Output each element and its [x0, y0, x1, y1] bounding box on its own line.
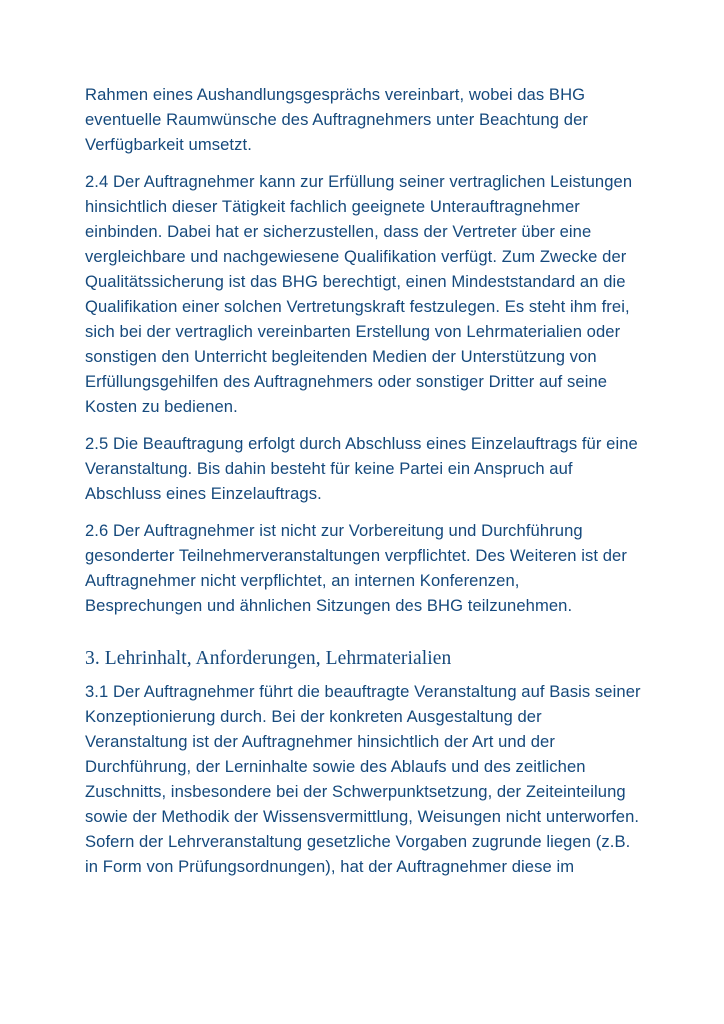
- paragraph-continuation: Rahmen eines Aushandlungsgesprächs vereinbart, wobei das BHG eventuelle Raumwünsche des Auftragnehmers unter Beachtung der Verfügbarkeit umsetzt.: [85, 85, 588, 154]
- paragraph-clause-2-5: 2.5 Die Beauftragung erfolgt durch Abschluss eines Einzelauftrags für eine Veranstaltung. Bis dahin besteht für keine Partei ein Anspruch auf Abschluss eines Einzelauftrags.: [85, 434, 638, 503]
- paragraph-clause-3-1: 3.1 Der Auftragnehmer führt die beauftragte Veranstaltung auf Basis seiner Konzeptionierung durch. Bei der konkreten Ausgestaltung der Veranstaltung ist der Auftragnehmer hinsichtlich der Art und der Durchführung, der Lerninhalte sowie des Ablaufs und des zeitlichen Zuschnitts, insbesondere bei der Schwerpunktsetzung, der Zeiteinteilung sowie der Methodik der Wissensvermittlung, Weisungen nicht unterworfen. Sofern der Lehrveranstaltung gesetzliche Vorgaben zugrunde liegen (z.B. in Form von Prüfungsordnungen), hat der Auftragnehmer diese im: [85, 682, 641, 876]
- section-heading-3: 3. Lehrinhalt, Anforderungen, Lehrmaterialien: [85, 648, 452, 669]
- document-text-column: [85, 82, 641, 879]
- paragraph-clause-2-6: 2.6 Der Auftragnehmer ist nicht zur Vorbereitung und Durchführung gesonderter Teilnehmerveranstaltungen verpflichtet. Des Weiteren ist der Auftragnehmer nicht verpflichtet, an internen Konferenzen, Besprechungen und ähnlichen Sitzungen des BHG teilzunehmen.: [85, 521, 627, 615]
- paragraph-clause-2-4: 2.4 Der Auftragnehmer kann zur Erfüllung seiner vertraglichen Leistungen hinsichtlich dieser Tätigkeit fachlich geeignete Unterauftragnehmer einbinden. Dabei hat er sicherzustellen, dass der Vertreter über eine vergleichbare und nachgewiesene Qualifikation verfügt. Zum Zwecke der Qualitätssicherung ist das BHG berechtigt, einen Mindeststandard an die Qualifikation einer solchen Vertretungskraft festzulegen. Es steht ihm frei, sich bei der vertraglich vereinbarten Erstellung von Lehrmaterialien oder sonstigen den Unterricht begleitenden Medien der Unterstützung von Erfüllungsgehilfen des Auftragnehmers oder sonstiger Dritter auf seine Kosten zu bedienen.: [85, 172, 633, 416]
